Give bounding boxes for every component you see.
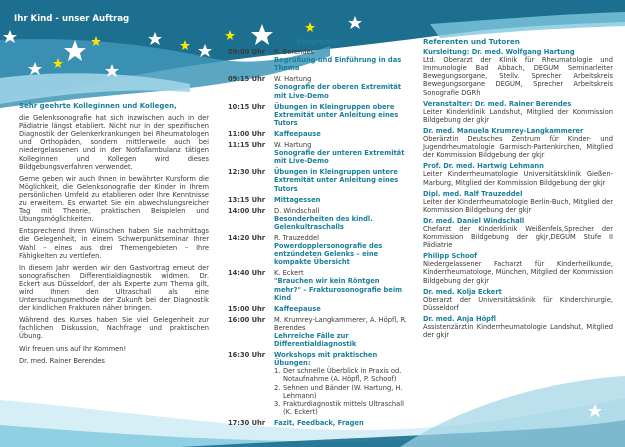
program-item (228, 103, 408, 127)
workshop-number: 3. (274, 399, 281, 408)
program-body (274, 103, 408, 127)
program-topic: Übungen in Kleingruppen obere Extremität unter Anleitung eines Tutors (274, 102, 399, 127)
program-item (228, 130, 408, 138)
program-time: 10:15 Uhr (228, 102, 266, 111)
program-topic: Kaffeepause (274, 129, 321, 138)
program-topic: Workshops mit praktischen Übungen: (274, 351, 378, 368)
brand-title: Ihr Kind - unser Auftrag (14, 14, 130, 24)
program-time: 16:00 Uhr (228, 315, 266, 324)
referent-description: Chefarzt der Kinderklinik Weißenfels,Sprecher der Kommission Bildgebung der gkjr,DEGUM Stufe II Pädiatrie (423, 224, 613, 250)
referent-entry (423, 315, 613, 339)
program-time: 16:30 Uhr (228, 351, 266, 360)
referent-description: Ltd. Oberarzt der Klinik für Rheumatologie und Immunologie Bad Abbach, DEGUM Seminarleiter Bewegungsorgane, Stellv. Sprecher Arbeitskreis Bewegungsorgane DEGUM, Sprecher Arbeitskreis Sonografie DGRh (423, 56, 613, 97)
program-item (228, 305, 408, 313)
referent-entry (423, 190, 613, 214)
program-topic: Übungen in Kleingruppen untere Extremität unter Anleitung eines Tutors (274, 168, 399, 193)
program-topic: "Brauchen wir kein Röntgen mehr?" – Frakturosonografie beim Kind (274, 277, 403, 302)
referent-name: Kursleitung: Dr. med. Wolfgang Hartung (423, 48, 575, 57)
referent-description: Oberarzt der Universitätsklinik für Kinderchirurgie, Düsseldorf (423, 295, 613, 312)
program-time: 14:40 Uhr (228, 269, 266, 278)
referents-section (423, 38, 613, 342)
program-topic: Sonografie der oberen Extremität mit Live-Demo (274, 83, 402, 100)
referent-entry (423, 127, 613, 159)
workshop-text: Der schnelle Überblick in Praxis od. Notaufnahme (A. Höpfl, P. Schoof) (283, 367, 402, 384)
referent-description: Leiter der Kinderrheumatologie Berlin-Buch, Mitglied der Kommission Bildgebung der gkjr (423, 197, 613, 214)
workshop-number: 1. (274, 367, 281, 376)
paragraph: Gerne geben wir auch Ihnen in bewährter Kursform die Möglichkeit, die Gelenksonografie der Kinder in Ihrem persönlichen Umfeld zu etablieren oder Ihre Kenntnisse zu erweitern. Es erwartet Sie ein abwechslungsreicher Tag mit Theorie, praktischen Beispielen und Übungsmöglichkeiten. (19, 174, 209, 224)
program-speaker: W. Hartung (274, 141, 312, 150)
program-item (228, 351, 408, 416)
program-topic: Mittagessen (274, 195, 321, 204)
referent-description: Oberärztin Deutsches Zentrum für Kinder- und Jugendrheumatologie Garmisch-Partenkirchen, Mitglied der Kommission Bildgebung der gkjr (423, 135, 613, 160)
program-item (228, 234, 408, 266)
program-body (274, 234, 408, 266)
workshop-item (274, 384, 408, 400)
program-time: 11:00 Uhr (228, 129, 266, 138)
program-body (274, 75, 408, 99)
referent-entry (423, 100, 613, 124)
program-time: 14:00 Uhr (228, 206, 266, 215)
program-topic: Kaffeepause (274, 304, 321, 313)
referent-name: Prof. Dr. med. Hartwig Lehmann (423, 162, 544, 171)
referent-name: Dipl. med. Ralf Trauzeddel (423, 189, 523, 198)
program-topic: Lehrreiche Fälle zur Differentialdiagnostik (274, 332, 357, 349)
program-body (274, 305, 408, 313)
program-body (274, 168, 408, 192)
paragraph: In diesem Jahr werden wir den Gastvortrag erneut der sonografischen Differentialdiagnostik widmen. Dr. Eckert aus Düsseldorf, der als Experte zum Thema gilt, wird Ihnen den Ultraschall als eine Untersuchungsmethode der Zukunft bei der Diagnostik der kindlichen Frakturen näher bringen. (19, 263, 209, 313)
program-speaker: K. Eckert (274, 269, 304, 278)
program-item (228, 316, 408, 348)
program-list (228, 48, 408, 427)
program-speaker: R. Berendes (274, 48, 315, 57)
program-speaker: W. Hartung (274, 75, 312, 84)
program-item (228, 207, 408, 231)
referent-entry (423, 162, 613, 186)
program-speaker: D. Windschall (274, 206, 320, 215)
greeting: Sehr geehrte Kolleginnen und Kollegen, (19, 102, 177, 110)
referent-entry (423, 48, 613, 97)
program-body (274, 207, 408, 231)
referent-description: Leiter Kinderrheumatologie Universitätsklinik Gießen-Marburg, Mitglied der Kommission Bildgebung der gkjr (423, 170, 613, 187)
workshop-text: Frakturdiagnostik mittels Ultraschall (K. Eckert) (283, 399, 404, 416)
program-time: 09:15 Uhr (228, 75, 266, 84)
program-body (274, 48, 408, 72)
program-body (274, 419, 408, 427)
program-time: 12:30 Uhr (228, 168, 266, 177)
program-topic: Sonografie der unteren Extremität mit Live-Demo (274, 149, 405, 166)
program-item (228, 419, 408, 427)
referent-name: Dr. med. Manuela Krumrey-Langkammerer (423, 126, 584, 135)
program-body (274, 130, 408, 138)
program-speaker: M. Krumrey-Langkammerer, A. Höpfl, R. Berendes (274, 315, 407, 332)
referents-list (423, 48, 613, 339)
referent-entry (423, 288, 613, 312)
referent-entry (423, 252, 613, 284)
program-topic: Besonderheiten des kindl. Gelenkultraschalls (274, 214, 373, 231)
workshop-item (274, 400, 408, 416)
referent-entry (423, 217, 613, 249)
program-time: 15:00 Uhr (228, 304, 266, 313)
program-item (228, 269, 408, 301)
program-item (228, 141, 408, 165)
referent-name: Dr. med. Daniel Windschall (423, 216, 525, 225)
program-item (228, 168, 408, 192)
program-heading: Programm (296, 37, 340, 46)
referent-name: Philipp Schoof (423, 252, 478, 261)
program-item (228, 75, 408, 99)
program-section (228, 38, 408, 430)
program-time: 11:15 Uhr (228, 141, 266, 150)
program-topic: Fazit, Feedback, Fragen (274, 418, 364, 427)
workshop-text: Sehnen und Bänder (W. Hartung, H. Lehmann) (283, 383, 403, 400)
paragraph: die Gelenksonografie hat sich inzwischen auch in der Pädiatrie längst etabliert. Nicht nur in der spezifischen Diagnostik der Gelenkerkrankungen bei Rheumatologen und Orthopäden, sondern mittlerweile auch bei niedergelassenen und in der Notfallambulanz tätigen Kolleginnen und Kollegen wird dieses Bildgebungsverfahren verwendet. (19, 114, 209, 171)
paragraph: Während des Kurses haben Sie viel Gelegenheit zur fachlichen Diskussion, Nachfrage und praktischen Übung. (19, 316, 209, 341)
referent-name: Veranstalter: Dr. med. Rainer Berendes (423, 99, 572, 108)
program-body (274, 141, 408, 165)
program-time: 14:20 Uhr (228, 233, 266, 242)
signature: Dr. med. Rainer Berendes (19, 356, 105, 365)
referent-name: Dr. med. Anja Höpfl (423, 314, 496, 323)
referent-description: Assistenzärztin Kinderrheumatologie Landshut, Mitglied der gkjr (423, 323, 613, 340)
program-speaker: R. Trauzeddel (274, 233, 319, 242)
workshop-number: 2. (274, 383, 281, 392)
program-time: 13:15 Uhr (228, 195, 266, 204)
right-bottom-wave (400, 376, 625, 447)
program-body (274, 351, 408, 416)
paragraph: Entsprechend Ihren Wünschen haben Sie nachmittags die Gelegenheit, in einem Schwerpunktseminar Ihrer Wahl – eines aus drei Themengebieten – Ihre Fähigkeiten zu vertiefen. (19, 227, 209, 260)
program-time: 17:30 Uhr (228, 418, 266, 427)
workshop-item (274, 367, 408, 383)
program-body (274, 316, 408, 348)
program-item (228, 196, 408, 204)
welcome-letter (19, 102, 209, 369)
referent-description: Leiter Kinderklinik Landshut, Mitglied der Kommission Bildgebung der gkjr (423, 107, 613, 124)
program-item (228, 48, 408, 72)
closing-line: Wir freuen uns auf Ihr Kommen! (19, 344, 127, 353)
program-body (274, 269, 408, 301)
referents-heading: Referenten und Tutoren (423, 37, 520, 46)
program-time: 09:00 Uhr (228, 48, 266, 57)
program-topic: Begrüßung und Einführung in das Thema (274, 56, 402, 73)
program-topic: Powerdopplersonografie des entzündeten Gelenks – eine kompakte Übersicht (274, 242, 383, 267)
referent-name: Dr. med. Kolja Eckert (423, 287, 502, 296)
referent-description: Niedergelassener Facharzt für Kinderheilkunde, Kinderrheumatologe, München, Mitglied der Kommission Bildgebung der gkjr (423, 260, 613, 285)
program-body (274, 196, 408, 204)
